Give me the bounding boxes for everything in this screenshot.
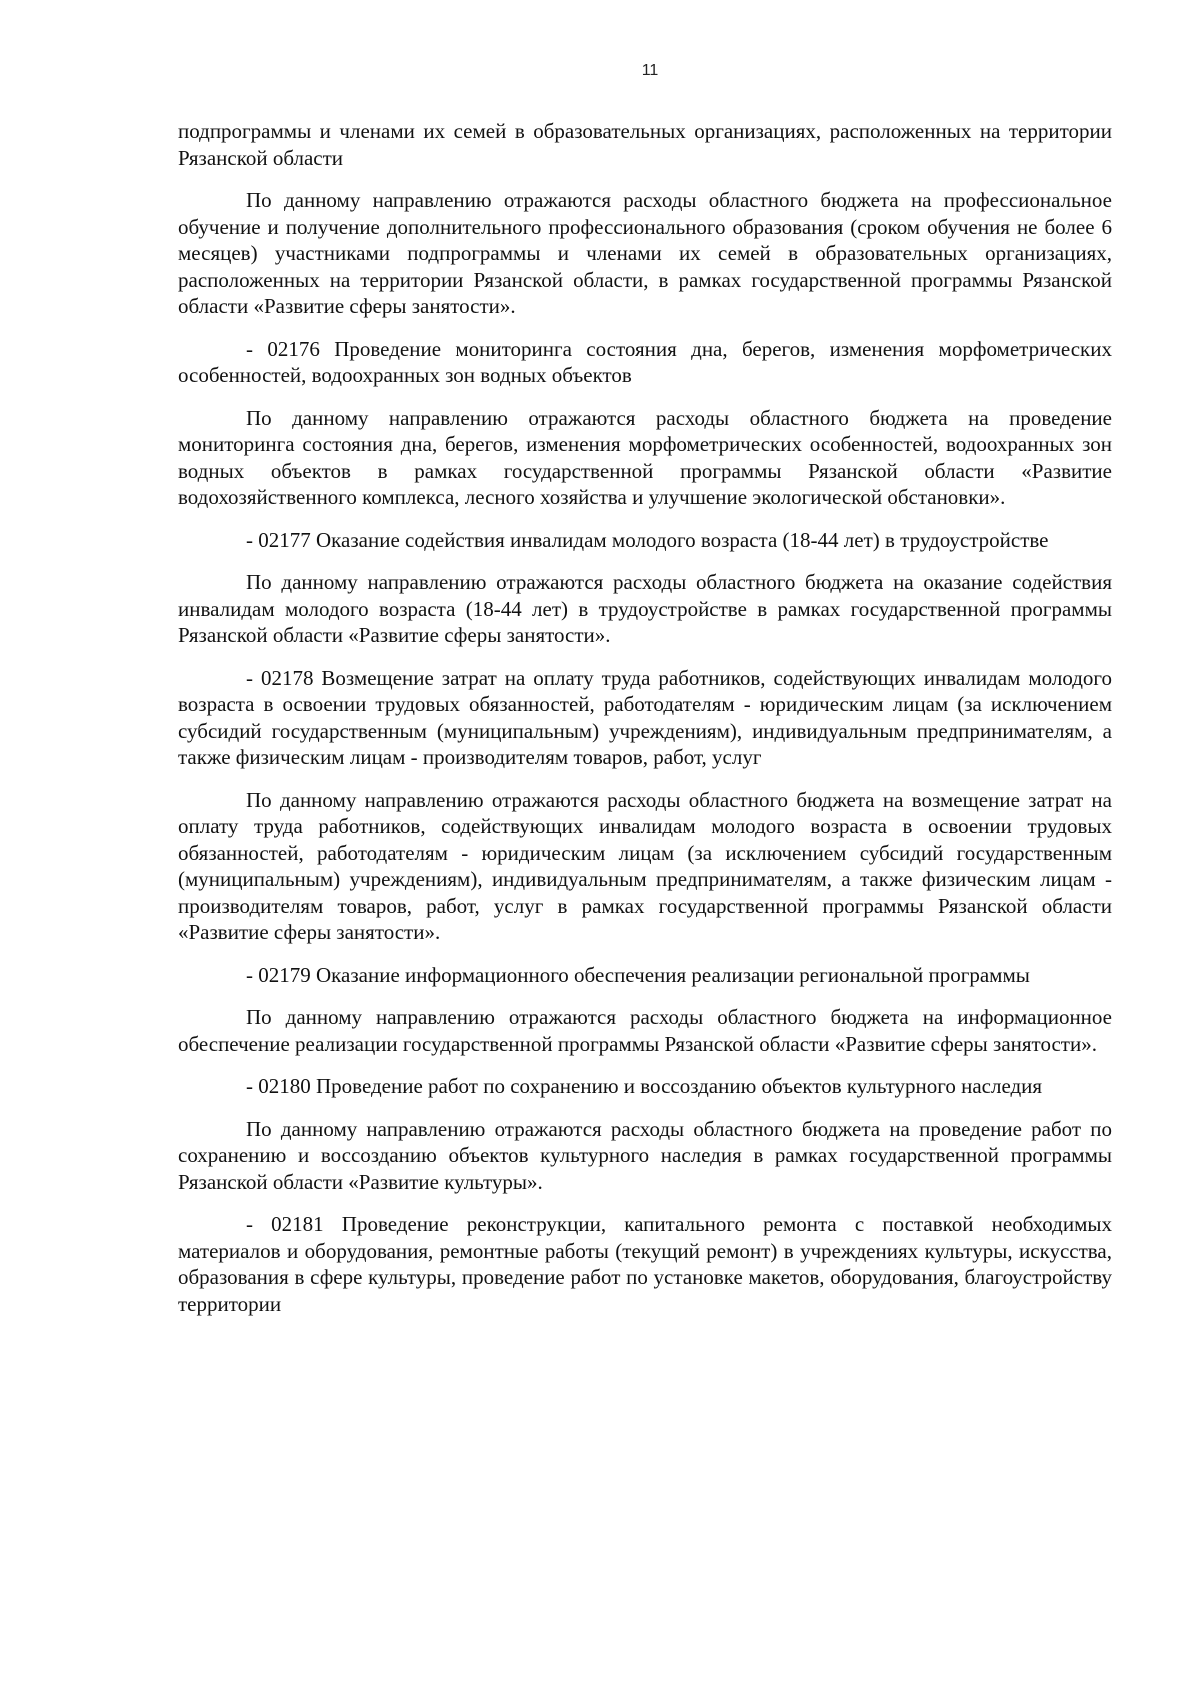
paragraph: - 02177 Оказание содействия инвалидам молодого возраста (18-44 лет) в трудоустройстве (246, 527, 1049, 552)
paragraph: По данному направлению отражаются расходы областного бюджета на проведение работ по сохранению и воссозданию объектов культурного наследия в рамках государственной программы Рязанской области «Развитие культуры». (178, 1116, 1112, 1194)
paragraph: подпрограммы и членами их семей в образовательных организациях, расположенных на территории Рязанской области (178, 119, 1112, 170)
paragraph: По данному направлению отражаются расходы областного бюджета на возмещение затрат на оплату труда работников, содействующих инвалидам молодого возраста в освоении трудовых обязанностей, работодателям - юридическим лицам (за исключением субсидий государственным (муниципальным) учреждениям), индивидуальным предпринимателям, а также физическим лицам - производителям товаров, работ, услуг в рамках государственной программы Рязанской области «Развитие сферы занятости». (178, 787, 1112, 944)
paragraph: По данному направлению отражаются расходы областного бюджета на информационное обеспечение реализации государственной программы Рязанской области «Развитие сферы занятости». (178, 1005, 1112, 1056)
paragraph: - 02178 Возмещение затрат на оплату труда работников, содействующих инвалидам молодого возраста в освоении трудовых обязанностей, работодателям - юридическим лицам (за исключением субсидий государственным (муниципальным) учреждениям), индивидуальным предпринимателям, а также физическим лицам - производителям товаров, работ, услуг (178, 665, 1112, 769)
paragraph: По данному направлению отражаются расходы областного бюджета на оказание содействия инвалидам молодого возраста (18-44 лет) в трудоустройстве в рамках государственной программы Рязанской области «Развитие сферы занятости». (178, 570, 1112, 647)
page-number: 11 (641, 62, 659, 79)
paragraph: По данному направлению отражаются расходы областного бюджета на проведение мониторинга состояния дна, берегов, изменения морфометрических особенностей, водоохранных зон водных объектов в рамках государственной программы Рязанской области «Развитие водохозяйственного комплекса, лесного хозяйства и улучшение экологической обстановки». (178, 405, 1112, 509)
paragraph: - 02181 Проведение реконструкции, капитального ремонта с поставкой необходимых материалов и оборудования, ремонтные работы (текущий ремонт) в учреждениях культуры, искусства, образования в сфере культуры, проведение работ по установке макетов, оборудования, благоустройству территории (178, 1212, 1112, 1316)
document-body (178, 118, 1112, 1333)
paragraph: - 02180 Проведение работ по сохранению и воссозданию объектов культурного наследия (246, 1074, 1043, 1098)
paragraph: - 02179 Оказание информационного обеспечения реализации региональной программы (246, 962, 1030, 987)
paragraph: По данному направлению отражаются расходы областного бюджета на профессиональное обучение и получение дополнительного профессионального образования (сроком обучения не более 6 месяцев) участниками подпрограммы и членами их семей в образовательных организациях, расположенных на территории Рязанской области, в рамках государственной программы Рязанской области «Развитие сферы занятости». (178, 188, 1112, 318)
paragraph: - 02176 Проведение мониторинга состояния дна, берегов, изменения морфометрических особенностей, водоохранных зон водных объектов (178, 336, 1112, 387)
